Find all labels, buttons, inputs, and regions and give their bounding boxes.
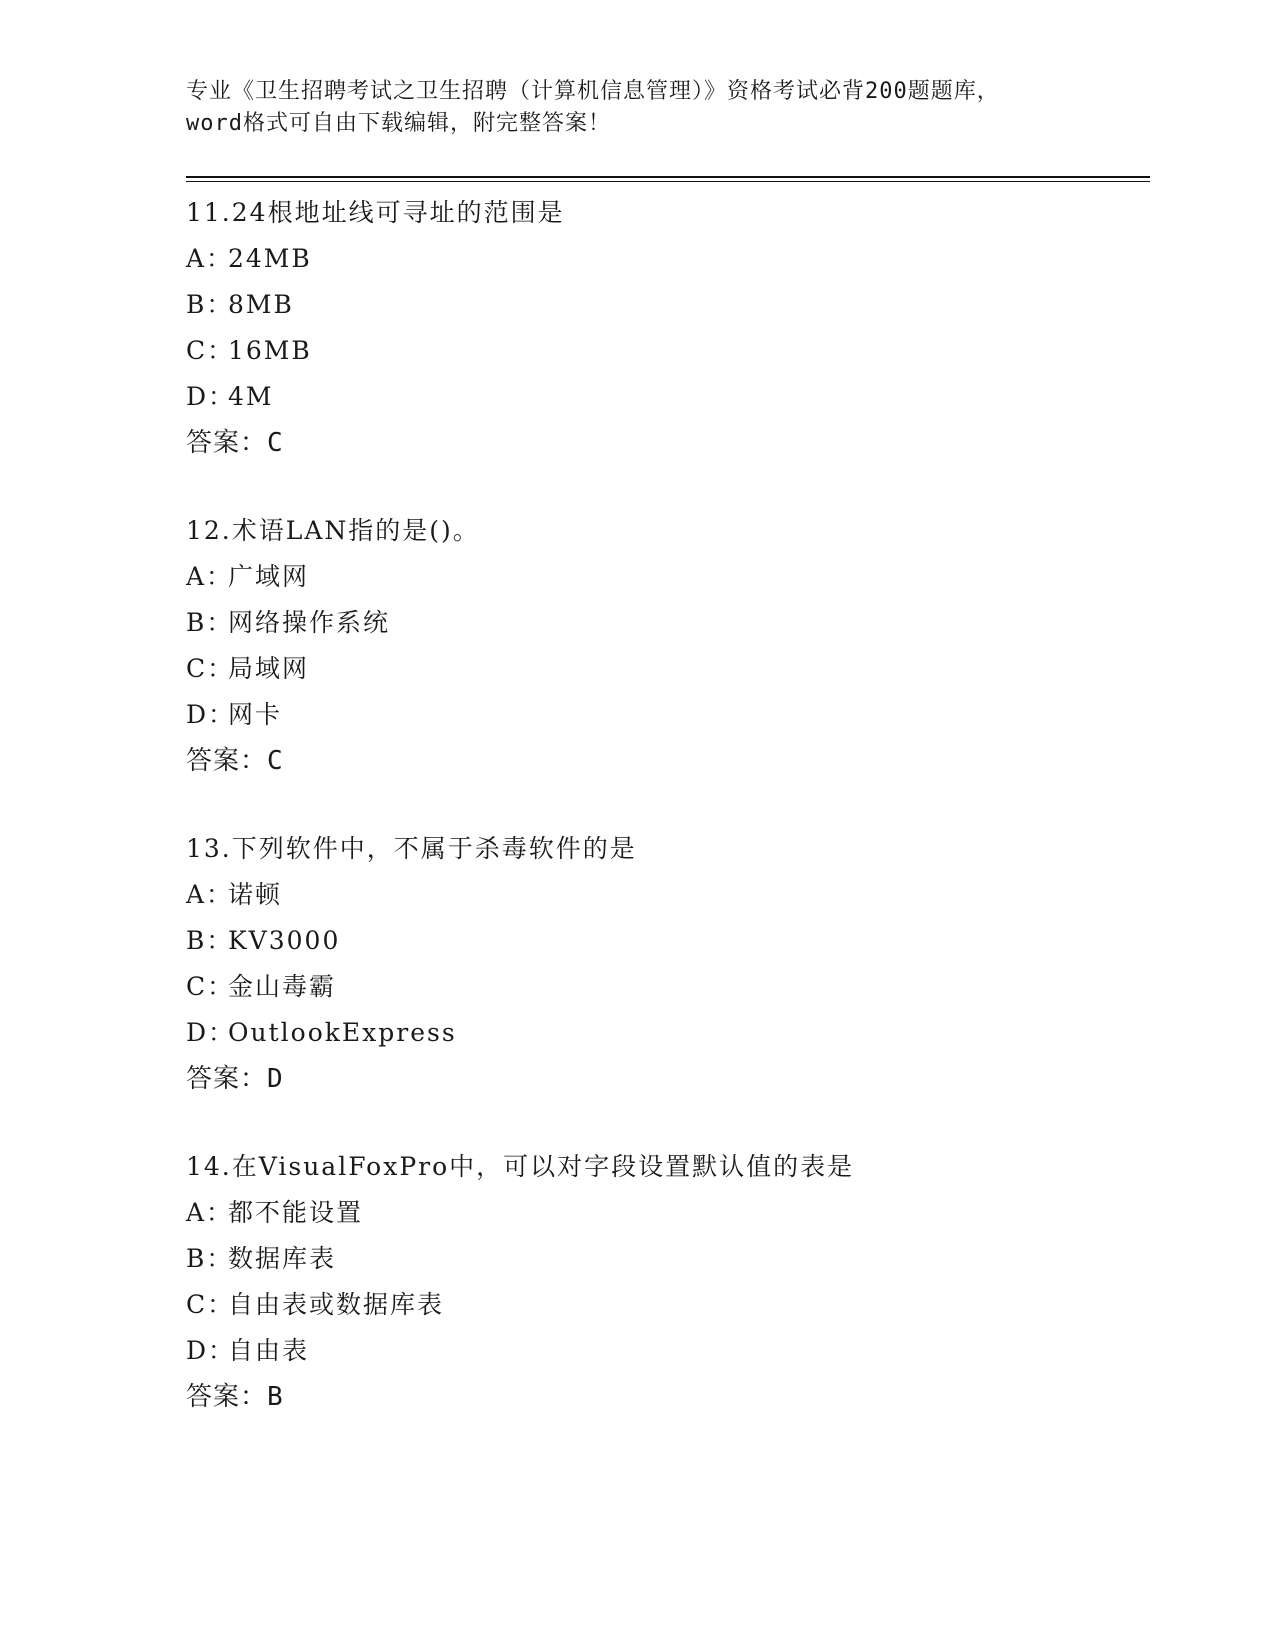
option-text: 诺顿 [228,880,283,909]
option-b [186,600,1146,646]
option-c [186,328,1146,374]
option-d [186,1328,1146,1374]
option-c [186,646,1146,692]
question-answer: 答案：C [186,428,284,458]
option-key: B： [186,926,234,955]
option-a [186,554,1146,600]
option-d [186,692,1146,738]
question-item [186,508,1146,784]
option-text: 网卡 [228,700,283,729]
option-a [186,1190,1146,1236]
option-key: A： [186,562,234,591]
option-b [186,1236,1146,1282]
question-item [186,826,1146,1102]
option-text: 局域网 [228,654,310,683]
option-key: B： [186,608,234,637]
header-divider-thin [186,181,1150,182]
option-text: 网络操作系统 [228,608,391,637]
option-key: A： [186,1198,234,1227]
question-title: 13.下列软件中，不属于杀毒软件的是 [186,834,637,863]
option-key: A： [186,244,234,273]
question-list [186,190,1146,1462]
option-key: C： [186,1290,235,1319]
question-title: 12.术语LAN指的是()。 [186,516,480,545]
option-key: D： [186,1018,236,1047]
option-text: KV3000 [228,926,341,955]
option-text: 4M [228,382,274,411]
option-text: OutlookExpress [228,1018,457,1047]
question-answer: 答案：D [186,1064,284,1094]
option-text: 8MB [228,290,294,319]
question-answer: 答案：B [186,1382,284,1412]
option-a [186,236,1146,282]
option-text: 16MB [228,336,312,365]
question-answer: 答案：C [186,746,284,776]
question-title: 14.在VisualFoxPro中，可以对字段设置默认值的表是 [186,1152,855,1181]
option-text: 都不能设置 [228,1198,364,1227]
header-line-2: word格式可自由下载编辑，附完整答案！ [186,111,611,136]
option-d [186,374,1146,420]
option-key: D： [186,382,236,411]
question-title: 11.24根地址线可寻址的范围是 [186,198,565,227]
option-key: B： [186,290,234,319]
option-key: D： [186,1336,236,1365]
option-text: 金山毒霸 [228,972,337,1001]
question-item [186,1144,1146,1420]
option-key: B： [186,1244,234,1273]
option-text: 24MB [228,244,312,273]
option-text: 自由表或数据库表 [228,1290,445,1319]
option-key: A： [186,880,234,909]
option-text: 广域网 [228,562,310,591]
document-header [186,76,1086,140]
option-key: C： [186,654,235,683]
header-line-1: 专业《卫生招聘考试之卫生招聘（计算机信息管理）》资格考试必背200题题库， [186,79,1000,104]
option-c [186,1282,1146,1328]
option-text: 数据库表 [228,1244,337,1273]
option-a [186,872,1146,918]
question-item [186,190,1146,466]
option-b [186,282,1146,328]
option-key: C： [186,336,235,365]
option-c [186,964,1146,1010]
option-d [186,1010,1146,1056]
option-key: C： [186,972,235,1001]
option-key: D： [186,700,236,729]
option-b [186,918,1146,964]
header-divider-thick [186,176,1150,178]
option-text: 自由表 [228,1336,310,1365]
